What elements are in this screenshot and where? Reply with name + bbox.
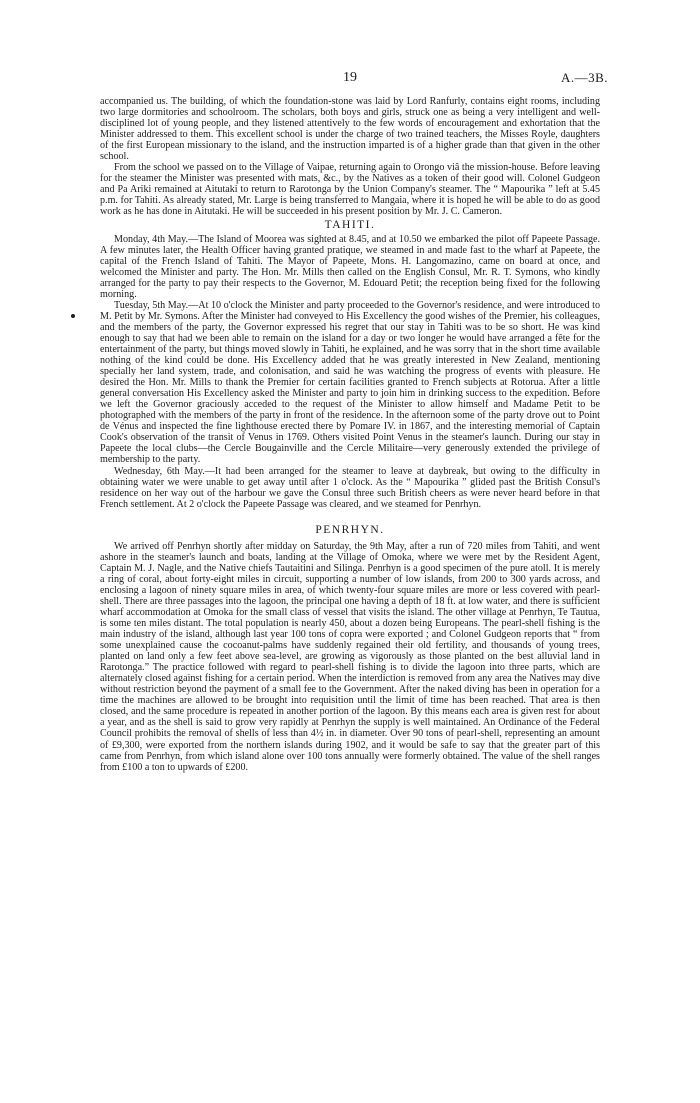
margin-dot	[71, 314, 75, 318]
document-reference: A.—3B.	[560, 70, 608, 85]
body-text	[100, 96, 600, 773]
paragraph-tahiti-3: Wednesday, 6th May.—It had been arranged for the steamer to leave at daybreak, but owing to the difficulty in obtaining water we were unable to get away until after 1 o'clock. As the “ Mapourika ” glided past the British Consul's residence on her way out of the harbour we gave the Consul three such British cheers as were never heard before in that French settlement. At 2 o'clock the Papeete Passage was cleared, and we steamed for Penrhyn.	[100, 465, 600, 510]
page-number: 19	[343, 70, 357, 85]
paragraph-intro-2: From the school we passed on to the Village of Vaipae, returning again to Orongo viâ the mission-house. Before leaving for the steamer the Minister was presented with mats, &c., by the Natives as a token of their good will. Colonel Gudgeon and Pa Ariki remained at Aitutaki to return to Rarotonga by the Union Company's steamer. The “ Mapourika ” left at 5.45 p.m. for Tahiti. As already stated, Mr. Large is being transferred to Mangaia, where it is hoped he will be able to do as good work as he has done in Aitutaki. He will be succeeded in his present position by Mr. J. C. Cameron.	[100, 162, 600, 218]
paragraph-intro-1: accompanied us. The building, of which the foundation-stone was laid by Lord Ranfurly, contains eight rooms, including two large dormitories and schoolroom. The scholars, both boys and girls, struck one as being a very intelligent and well-disciplined lot of young people, and they listened attentively to the few words of encouragement and exhortation that the Minister addressed to them. This excellent school is under the charge of two trained teachers, the Misses Royle, daughters of the first European missionary to the island, and the instruction imparted is of a higher grade than that given in the other school.	[100, 96, 600, 163]
section-title-penrhyn: PENRHYN.	[315, 523, 385, 536]
section-title-tahiti: TAHITI.	[324, 218, 376, 231]
paragraph-tahiti-2: Tuesday, 5th May.—At 10 o'clock the Minister and party proceeded to the Governor's residence, and were introduced to M. Petit by Mr. Symons. After the Minister had conveyed to His Excellency the good wishes of the Premier, his colleagues, and the members of the party, the Governor expressed his regret that our stay in Tahiti was to be so short. He was kind enough to say that had we been able to remain on the island for a day or two longer he would have arranged a fête for the entertainment of the party, but things moved slowly in Tahiti, he explained, and he was sorry that in the short time available nothing of the kind could be done. His Excellency added that he was greatly interested in New Zealand, mentioning specially her land system, trade, and colonisation, and said he was watching the progress of events with pleasure. He desired the Hon. Mr. Mills to thank the Premier for certain facilities granted to French subjects at Rotorua. After a little general conversation His Excellency asked the Minister and party to join him in drinking success to the expedition. Before we left the Governor graciously acceded to the request of the Minister to allow himself and Madame Petit to be photographed with the members of the party in front of the residence. In the afternoon some of the party drove out to Point de Vénus and inspected the fine lighthouse erected there by Pomare IV. in 1867, and the interesting memorial of Captain Cook's observation of the transit of Venus in 1769. Others visited Point Venus in the steamer's launch. During our stay in Papeete the local clubs—the Cercle Bougainville and the Cercle Militaire—very generously extended the privilege of membership to the party.	[100, 299, 600, 466]
paragraph-tahiti-1: Monday, 4th May.—The Island of Moorea was sighted at 8.45, and at 10.50 we embarked the pilot off Papeete Passage. A few minutes later, the Health Officer having granted pratique, we steamed in and made fast to the wharf at Papeete, the capital of the French Island of Tahiti. The Mayor of Papeete, Mons. H. Langomazino, came on board at once, and welcomed the Minister and party. The Hon. Mr. Mills then called on the English Consul, Mr. R. T. Symons, who kindly arranged for the party to pay their respects to the Governor, M. Edouard Petit; the reception being fixed for the following morning.	[100, 233, 600, 300]
page-header	[100, 70, 608, 88]
paragraph-penrhyn-1: We arrived off Penrhyn shortly after midday on Saturday, the 9th May, after a run of 720 miles from Tahiti, and went ashore in the steamer's launch and boats, landing at the Village of Omoka, where we were met by the Resident Agent, Captain M. J. Nagle, and the Native chiefs Tautaitini and Silinga. Penrhyn is a good specimen of the pure atoll. It is merely a ring of coral, about forty-eight miles in circuit, supporting a number of low islands, from 200 to 300 yards across, and enclosing a lagoon of ninety square miles in area, of which twenty-four square miles are more or less covered with pearl-shell. There are three passages into the lagoon, the principal one having a depth of 18 ft. at low water, and there is sufficient wharf accommodation at Omoka for the small class of vessel that visits the island. The other village at Penrhyn, Te Tautua, is some ten miles distant. The total population is nearly 450, about a dozen being Europeans. The pearl-shell fishing is the main industry of the island, although last year 100 tons of copra were exported ; and Colonel Gudgeon reports that “ from some unexplained cause the cocoanut-palms have suddenly regained their old fertility, and thousands of young trees, planted on land only a few feet above sea-level, are growing as vigorously as those planted on the best alluvial land in Rarotonga.” The practice followed with regard to pearl-shell fishing is to divide the lagoon into three parts, which are alternately closed against fishing for a certain period. When the interdiction is removed from any area the Natives may dive without restriction beyond the payment of a small fee to the Government. After the naked diving has been in operation for a time the machines are allowed to be brought into requisition until the limit of time has been reached. That area is then closed, and the same procedure is repeated in another portion of the lagoon. By this means each area is given rest for about a year, and as the shell is said to grow very rapidly at Penrhyn the supply is well maintained. An Ordinance of the Federal Council prohibits the removal of shells of less than 4½ in. in diameter. Over 90 tons of pearl-shell, representing an amount of £9,300, were exported from the northern islands during 1902, and it would be safe to say that the greater part of this came from Penrhyn, from which island alone over 100 tons annually were formerly obtained. The value of the shell ranges from £100 a ton to upwards of £200.	[100, 540, 600, 773]
